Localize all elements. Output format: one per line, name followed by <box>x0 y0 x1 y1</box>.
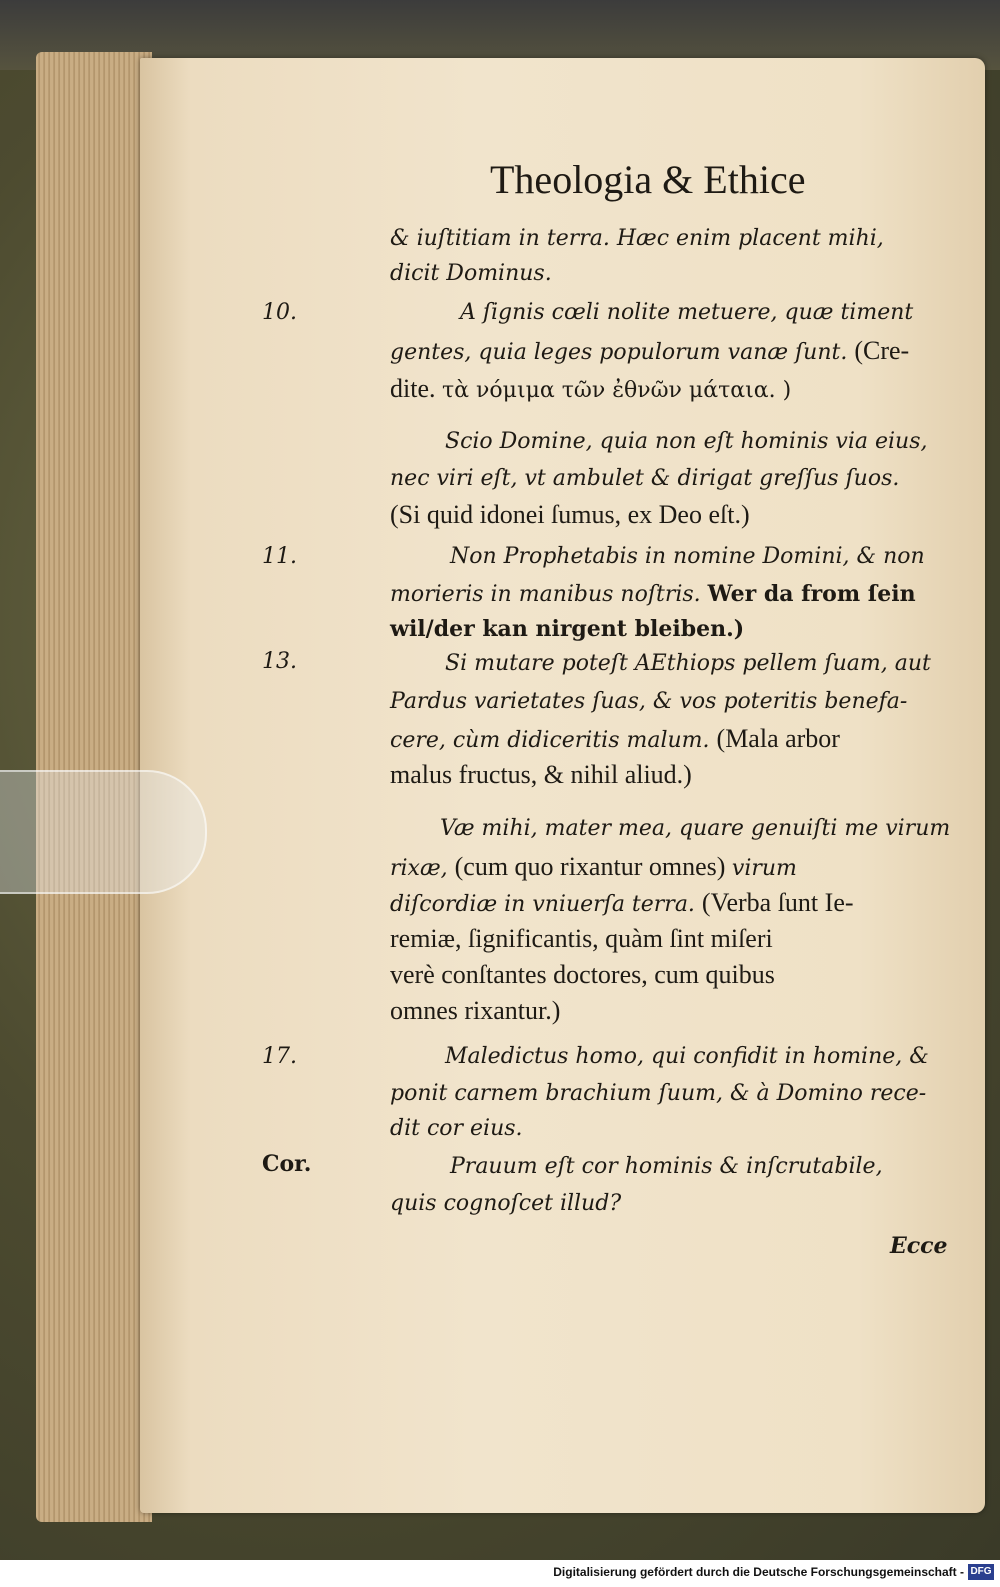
margin-verse-10: 10. <box>262 300 297 325</box>
footer-credit: Digitalisierung gefördert durch die Deutsche Forschungsgemeinschaft - <box>553 1565 964 1579</box>
text-line: quis cognoſcet illud? <box>390 1191 622 1216</box>
text-line <box>390 922 950 958</box>
text-line <box>390 758 950 794</box>
text-line <box>390 722 950 758</box>
catchword: Ecce <box>890 1233 948 1259</box>
text-span: (Verba ſunt Ie- <box>701 888 854 917</box>
text-line: ponit carnem brachium ſuum, & à Domino rece- <box>390 1081 927 1106</box>
margin-verse-11: 11. <box>262 544 297 569</box>
text-line <box>390 334 950 370</box>
greek-text: τὰ νόμιμα τῶν ἐθνῶν μάταια. ) <box>442 378 792 403</box>
text-line <box>390 886 950 922</box>
text-span: dite. <box>390 374 442 403</box>
text-span: cere, cùm didiceritis malum. <box>390 728 717 753</box>
text-line: Pardus varietates ſuas, & vos poteritis benefa- <box>390 689 908 714</box>
text-line: Væ mihi, mater mea, quare genuiſti me virum <box>440 816 951 841</box>
text-line: Non Prophetabis in nomine Domini, & non <box>450 544 925 569</box>
text-line: Scio Domine, quia non eſt hominis via eius, <box>445 429 928 454</box>
text-line: Maledictus homo, qui confidit in homine, & <box>445 1044 929 1069</box>
margin-verse-17: 17. <box>262 1044 297 1069</box>
footer-bar <box>0 1560 1000 1587</box>
text-line: dit cor eius. <box>390 1116 523 1141</box>
text-line <box>390 958 950 994</box>
text-line <box>390 372 950 408</box>
text-span: (Mala arbor <box>716 724 840 753</box>
text-line <box>390 850 950 886</box>
text-span: verè conſtantes doctores, cum quibus <box>390 960 775 989</box>
text-span: (Si quid idonei ſumus, ex Deo eſt.) <box>390 500 750 529</box>
text-span: rixæ, <box>390 856 455 881</box>
text-line: A ſignis cœli nolite metuere, quæ timent <box>460 300 914 325</box>
text-line: Prauum eſt cor hominis & inſcrutabile, <box>450 1154 883 1179</box>
text-span: malus fructus, & nihil aliud.) <box>390 760 692 789</box>
text-span: diſcordiæ in vniuerſa terra. <box>390 892 702 917</box>
text-line: & iuſtitiam in terra. Hæc enim placent mihi, <box>390 226 884 251</box>
text-span: remiæ, ſignificantis, quàm ſint miſeri <box>390 924 773 953</box>
fraktur-text: wil/der kan nirgent bleiben.) <box>390 616 745 642</box>
margin-verse-13: 13. <box>262 649 297 674</box>
text-span: omnes rixantur.) <box>390 996 561 1025</box>
text-span: (Cre- <box>854 336 910 365</box>
running-header: Theologia & Ethice <box>490 157 806 202</box>
text-span: gentes, quia leges populorum vanæ ſunt. <box>390 340 855 365</box>
text-line <box>390 994 950 1030</box>
text-line: dicit Dominus. <box>390 261 552 286</box>
text-line: Si mutare poteſt AEthiops pellem ſuam, aut <box>445 651 931 676</box>
dfg-logo: DFG <box>968 1564 994 1580</box>
text-span: virum <box>731 856 797 881</box>
margin-cor: Cor. <box>262 1151 312 1177</box>
fraktur-text: Wer da from ſein <box>707 581 916 607</box>
page-clip <box>0 770 207 894</box>
text-span: morieris in manibus noſtris. <box>390 582 708 607</box>
text-line: nec viri eſt, vt ambulet & dirigat greſſus ſuos. <box>390 466 900 491</box>
text-line <box>390 577 950 612</box>
text-span: (cum quo rixantur omnes) <box>454 852 732 881</box>
text-line <box>390 498 950 534</box>
